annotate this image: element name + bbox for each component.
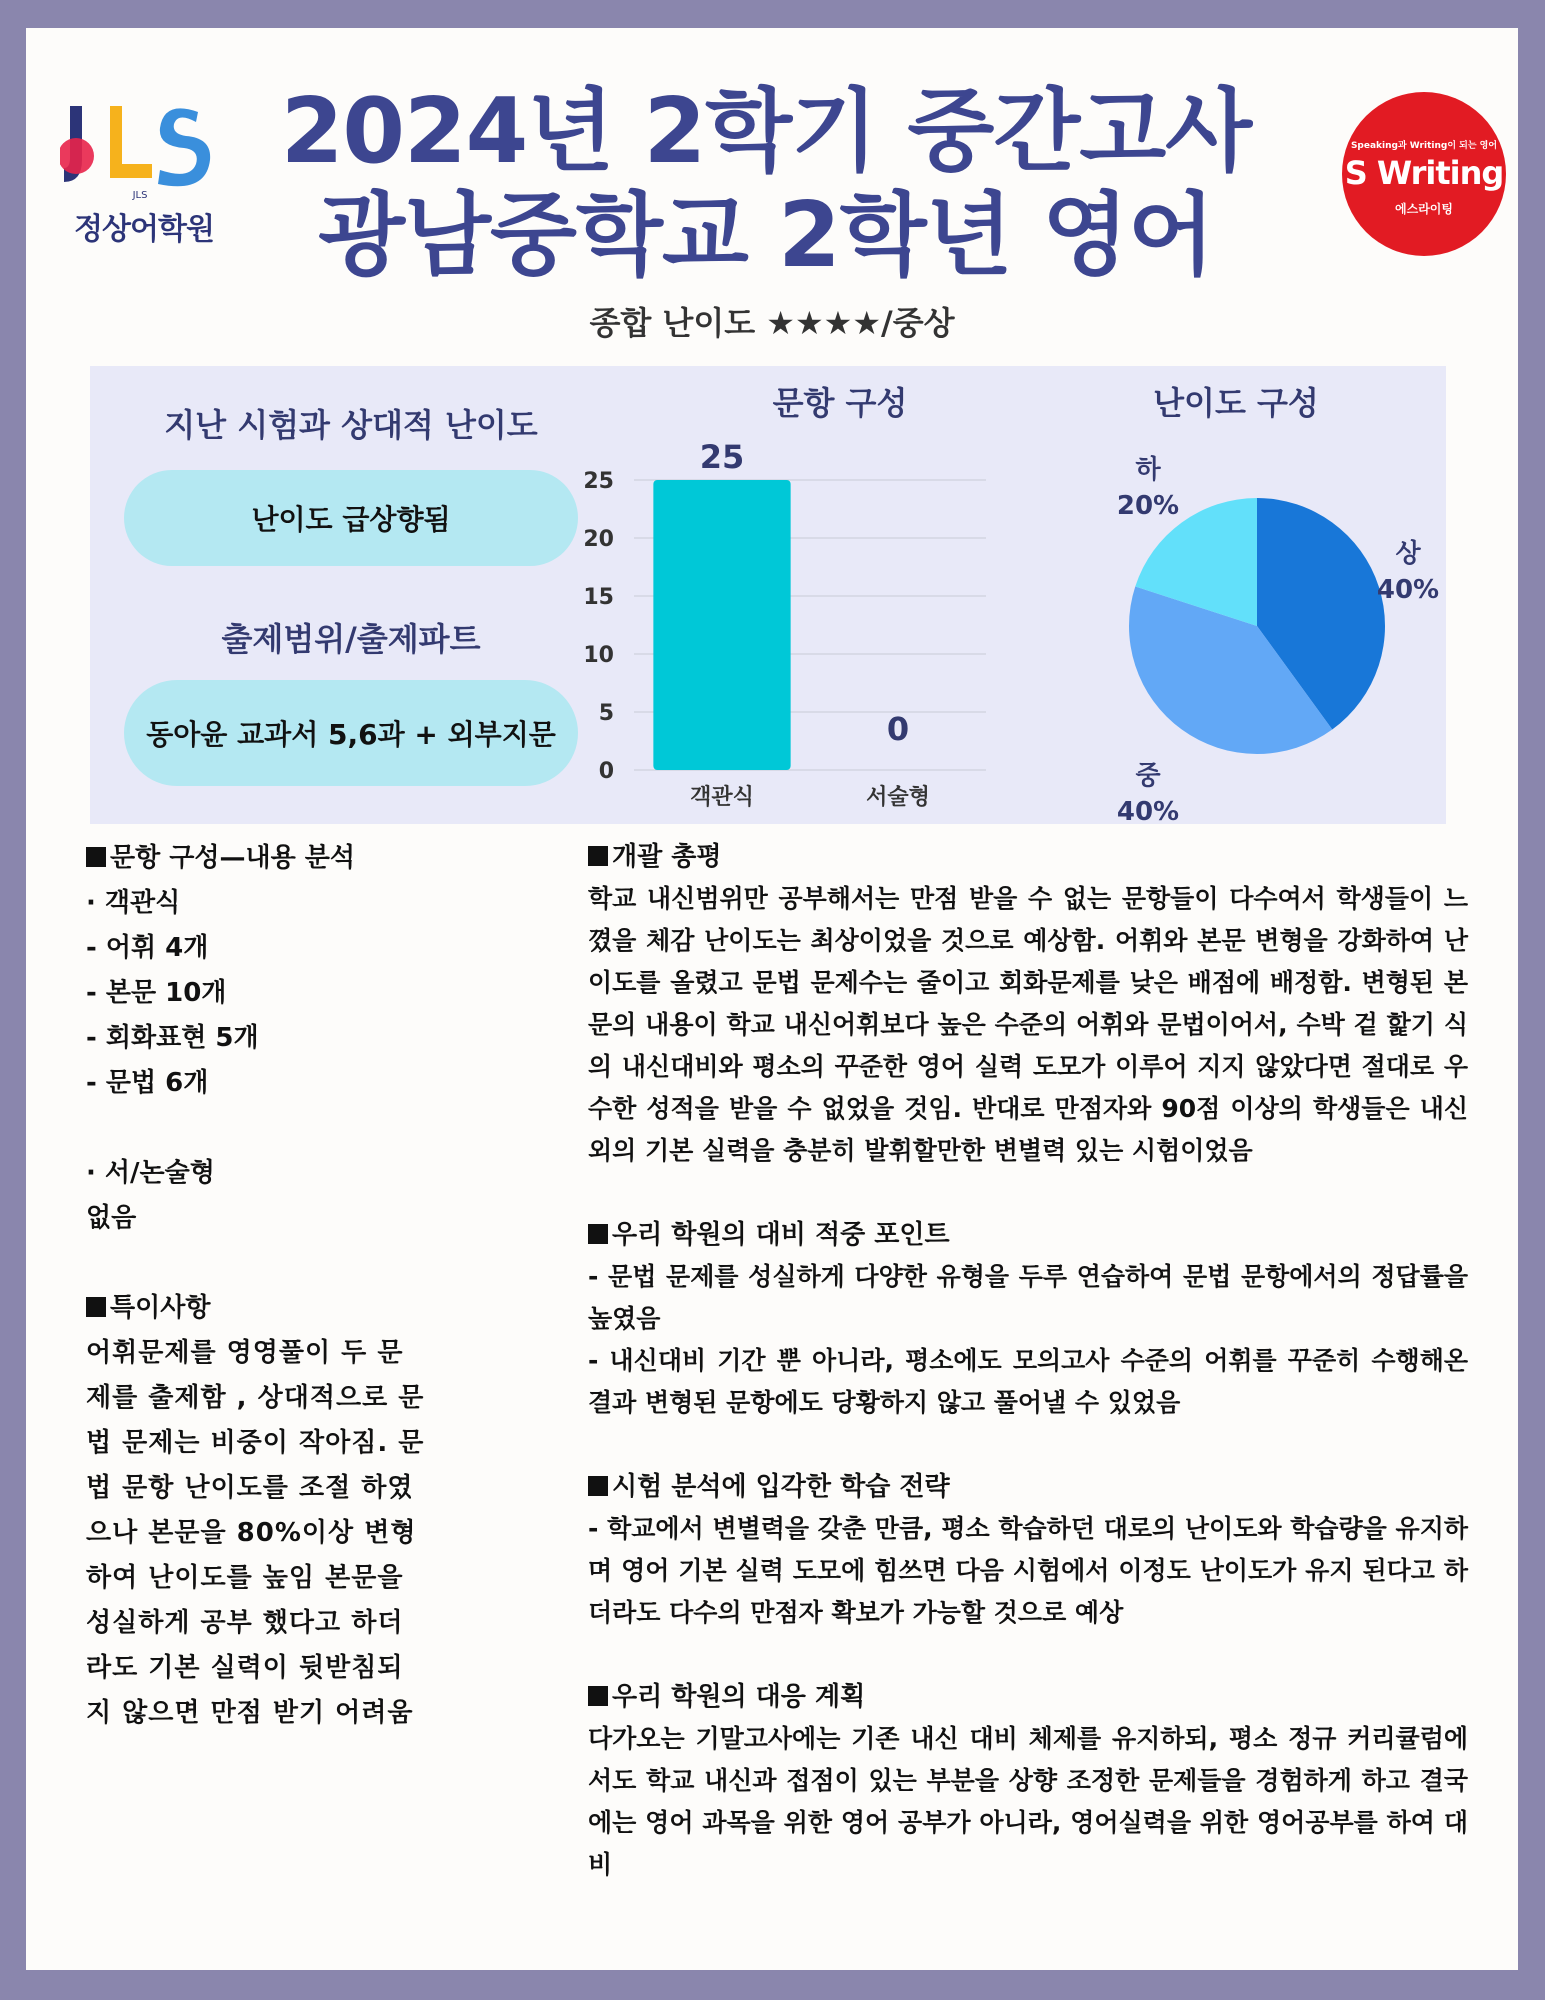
relative-difficulty-heading: 지난 시험과 상대적 난이도 (164, 406, 538, 444)
plan-section (588, 1676, 1468, 1886)
x-category-label: 객관식 (690, 785, 754, 810)
composition-title: 문항 구성—내용 분석 (86, 836, 486, 881)
swriting-brand: S Writing (1344, 154, 1504, 192)
y-tick-label: 15 (583, 585, 614, 610)
scope-badge: 동아윤 교과서 5,6과 + 외부지문 (124, 680, 578, 786)
hit-points-title: 우리 학원의 대비 적중 포인트 (588, 1214, 1468, 1256)
swriting-tagline: Speaking과 Writing이 되는 영어 (1350, 141, 1498, 151)
swriting-logo (1342, 92, 1506, 256)
swriting-subtitle: 에스라이팅 (1395, 202, 1453, 216)
pie-slice-label: 하 (1135, 455, 1161, 485)
square-bullet-icon (86, 847, 106, 867)
notes-line: 법 문제는 비중이 작아짐. 문 (86, 1428, 425, 1458)
strategy-text: - 학교에서 변별력을 갖춘 만큼, 평소 학습하던 대로의 난이도와 학습량을 유지하며 영어 기본 실력 도모에 힘쓰면 다음 시험에서 이정도 난이도가 유지 된다고 하더라도 다수의 만점자 확보가 가능할 것으로 예상 (588, 1514, 1468, 1627)
pie-slice-percent: 40% (1116, 797, 1180, 824)
charts-svg (90, 366, 1446, 824)
page-title (226, 80, 1306, 288)
pie-slice-label: 중 (1135, 761, 1161, 791)
title-line-2: 광남중학교 2학년 영어 (318, 183, 1214, 288)
content-analysis-column (86, 836, 486, 1736)
square-bullet-icon (588, 1686, 608, 1706)
pie-slice-label: 상 (1395, 539, 1421, 569)
square-bullet-icon (588, 1224, 608, 1244)
objective-item-text: - 본문 10개 (86, 978, 227, 1008)
bar-data-label: 0 (886, 710, 910, 748)
square-bullet-icon (86, 1297, 106, 1317)
x-category-label: 서술형 (866, 785, 930, 810)
y-tick-label: 0 (598, 759, 614, 784)
overall-difficulty: 종합 난이도 ★★★★/중상 (589, 304, 955, 342)
bar-chart (583, 438, 986, 810)
review-title: 개괄 총평 (588, 836, 1468, 878)
relative-difficulty-badge: 난이도 급상향됨 (124, 470, 578, 566)
y-tick-label: 10 (583, 643, 614, 668)
strategy-title: 시험 분석에 입각한 학습 전략 (588, 1466, 1468, 1508)
y-tick-label: 5 (598, 701, 614, 726)
square-bullet-icon (588, 846, 608, 866)
notes-line: 지 않으면 만점 받기 어려움 (86, 1698, 414, 1728)
plan-text: 다가오는 기말고사에는 기존 내신 대비 체제를 유지하되, 평소 정규 커리큘럼에서도 학교 내신과 접점이 있는 부분을 상향 조정한 문제들을 경험하게 하고 결국에는 영어 과목을 위한 영어 공부가 아니라, 영어실력을 위한 영어공부를 하여 대비 (588, 1724, 1468, 1879)
hit-points-section (588, 1214, 1468, 1424)
essay-value: 없음 (86, 1203, 137, 1233)
strategy-section (588, 1466, 1468, 1634)
y-tick-label: 20 (583, 527, 614, 552)
notes-line: 하여 난이도를 높임 본문을 (86, 1563, 404, 1593)
report-page (26, 28, 1518, 1970)
notes-title: 특이사항 (86, 1286, 486, 1331)
pie-slice-percent: 20% (1116, 491, 1180, 521)
hit-point-2: - 내신대비 기간 뿐 아니라, 평소에도 모의고사 수준의 어휘를 꾸준히 수행해온 결과 변형된 문항에도 당황하지 않고 풀어낼 수 있었음 (588, 1346, 1468, 1417)
pie-slice-percent: 40% (1376, 575, 1440, 605)
academy-logo (60, 98, 220, 248)
objective-label: · 객관식 (86, 888, 181, 918)
title-line-1: 2024년 2학기 중간고사 (280, 79, 1252, 184)
jls-logo-icon (60, 98, 220, 202)
notes-line: 으나 본문을 80%이상 변형 (86, 1518, 417, 1548)
bar-객관식 (653, 480, 790, 770)
essay-label: · 서/논술형 (86, 1158, 215, 1188)
y-tick-label: 25 (583, 469, 614, 494)
pie-chart-title: 난이도 구성 (1153, 384, 1319, 422)
notes-line: 법 문항 난이도를 조절 하였 (86, 1473, 414, 1503)
jls-logo-mark: JLS (132, 190, 148, 201)
notes-line: 성실하게 공부 했다고 하더 (86, 1608, 404, 1638)
hit-point-1: - 문법 문제를 성실하게 다양한 유형을 두루 연습하여 문법 문항에서의 정답률을 높였음 (588, 1262, 1468, 1333)
objective-item-grammar: - 문법 6개 (86, 1068, 209, 1098)
notes-line: 어휘문제를 영영풀이 두 문 (86, 1338, 404, 1368)
pie-chart (1117, 454, 1439, 824)
review-section (588, 836, 1468, 1172)
notes-line: 라도 기본 실력이 뒷받침되 (86, 1653, 404, 1683)
summary-panel (90, 366, 1446, 824)
review-column (588, 836, 1468, 1928)
objective-item-conversation: - 회화표현 5개 (86, 1023, 259, 1053)
square-bullet-icon (588, 1476, 608, 1496)
academy-name: 정상어학원 (74, 212, 214, 247)
objective-item-vocab: - 어휘 4개 (86, 933, 209, 963)
bar-data-label: 25 (699, 438, 745, 476)
plan-title: 우리 학원의 대응 계획 (588, 1676, 1468, 1718)
notes-text (86, 1331, 486, 1736)
review-text: 학교 내신범위만 공부해서는 만점 받을 수 없는 문항들이 다수여서 학생들이 느꼈을 체감 난이도는 최상이었을 것으로 예상함. 어휘와 본문 변형을 강화하여 난이도를 올렸고 문법 문제수는 줄이고 회화문제를 낮은 배점에 배정함. 변형된 본문의 내용이 학교 내신어휘보다 높은 수준의 어휘와 문법이어서, 수박 겉 핥기 식의 내신대비와 평소의 꾸준한 영어 실력 도모가 이루어 지지 않았다면 절대로 우수한 성적을 받을 수 없었을 것임. 반대로 만점자와 90점 이상의 학생들은 내신외의 기본 실력을 충분히 발휘할만한 변별력 있는 시험이었음 (588, 884, 1468, 1165)
bar-chart-title: 문항 구성 (772, 384, 908, 422)
notes-line: 제를 출제함 , 상대적으로 문 (86, 1383, 425, 1413)
scope-heading: 출제범위/출제파트 (221, 620, 481, 658)
